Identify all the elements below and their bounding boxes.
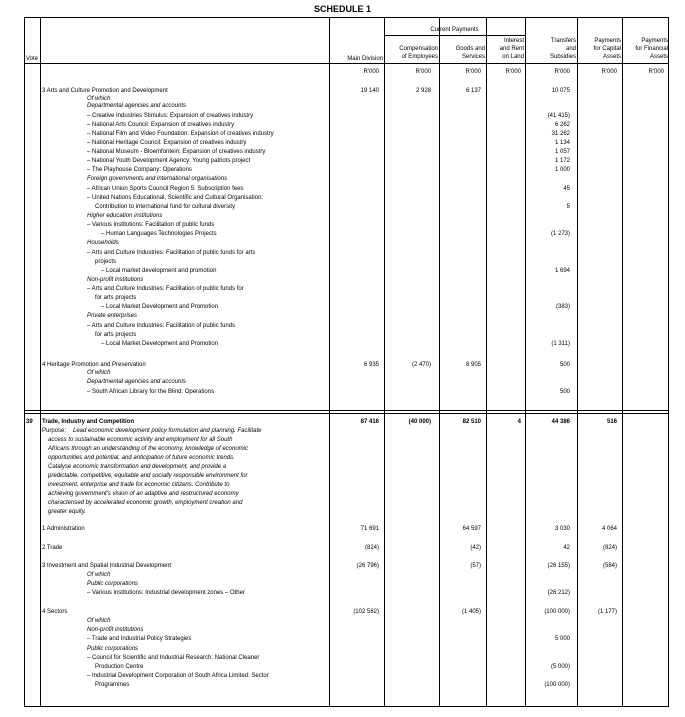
row-label: Non-profit institutions [87,627,144,633]
cell-capital: 516 [606,419,617,425]
row-label: – National Film and Video Foundation: Expansion of creatives industry [87,131,274,137]
purpose-line: access to sustainable economic activity and employment for all South [48,437,233,443]
hdr-comp-1: Compensation [399,46,438,52]
vote-separator-bottom [25,413,668,414]
row-label: – African Union Sports Council Region 5: Subscription fees [87,186,244,192]
purpose-line: characterised by accelerated economic growth, employment creation and [48,500,243,506]
row-label: Of which [87,370,111,376]
vote-number: 39 [26,419,33,425]
hdr-capital-3: Assets [602,54,621,60]
purpose-line: Catalyse economic transformation and development, and provide a [48,464,227,470]
cell-main: (824) [364,545,379,551]
col-line-capital [577,18,578,706]
cell-goods: (57) [470,563,481,569]
row-label: Higher education institutions [87,213,163,219]
hdr-transfers-1: Transfers [550,38,576,44]
purpose-label: Purpose: [42,428,67,434]
unit-comp: R'000 [415,69,431,75]
purpose-line: Africans through an understanding of the economy, knowledge of economic [48,446,249,452]
cell-trans: 1 057 [554,149,570,155]
row-label: – Local Market Development and Promotion [101,304,219,310]
cell-goods: 64 597 [462,526,481,532]
cell-capital: (1 177) [597,609,617,615]
purpose-line: predictable, competitive, equitable and socially responsible environment for [48,473,248,479]
hdr-financial-1: Payments [641,38,668,44]
row-label: Non-profit institutions [87,277,144,283]
row-label: – Council for Scientific and Industrial Research: National Cleaner [87,655,260,661]
row-label: projects [95,259,117,265]
cell-trans: 500 [559,389,570,395]
cell-trans: 44 386 [551,419,570,425]
row-label: 4 Heritage Promotion and Preservation [42,362,146,368]
hdr-vote: Vote [26,56,39,62]
cell-goods: 8 905 [465,362,481,368]
row-label: – Creative Industries Stimulus: Expansion of creatives industry [87,113,254,119]
cell-goods: (1 405) [461,609,481,615]
row-label: – Local market development and promotion [101,268,217,274]
row-label: Production Centre [95,664,144,670]
col-line-financial [622,18,623,706]
cell-trans: 1 000 [554,167,570,173]
cell-trans: 500 [559,362,570,368]
cell-trans: 6 262 [554,122,570,128]
row-label: – Various institutions: Facilitation of public funds [87,222,215,228]
row-label: – South African Library for the Blind: Operations [87,389,215,395]
cell-main: 71 691 [360,526,379,532]
row-label: Programmes [95,682,130,688]
row-label: – Industrial Development Corporation of South Africa Limited: Sector [87,673,269,679]
row-label: – National Arts Council: Expansion of creatives industry [87,122,235,128]
cell-trans: (1 311) [551,341,570,347]
row-label: Private enterprises [87,313,138,319]
cell-trans: 1 134 [554,140,570,146]
unit-interest: R'000 [505,69,521,75]
hdr-interest-1: Interest [503,38,524,44]
row-label: – United Nations Educational, Scientific and Cultural Organisation: [87,195,264,201]
row-label: Departmental agencies and accounts [87,103,187,109]
cell-trans: 45 [563,186,570,192]
cell-trans: (26 212) [547,590,570,596]
cell-main: (26 796) [356,563,379,569]
row-label: – Human Languages Technologies Projects [101,231,217,237]
row-label: Departmental agencies and accounts [87,379,187,385]
cell-trans: (100 000) [544,609,570,615]
purpose-line: opportunities and potential, and anticipation of future economic trends. [48,455,235,461]
row-label: 3 Arts and Culture Promotion and Development [42,88,168,94]
cell-trans: 3 030 [554,526,570,532]
hdr-current-rule [384,35,525,36]
cell-trans: 1 694 [554,268,570,274]
hdr-financial-2: for Financial [635,46,668,52]
purpose-line: achieving government's vision of an adaptive and restructured economy [48,491,239,497]
col-line-interest [486,18,487,706]
hdr-transfers-3: Subsidies [549,54,576,60]
cell-trans: 1 172 [554,158,570,164]
hdr-transfers-2: and [565,46,576,52]
purpose-line: Lead economic development policy formulation and planning. Facilitate [73,428,262,434]
row-label: – National Heritage Council: Expansion of creatives industry [87,140,247,146]
row-label: – Arts and Culture Industries: Facilitation of public funds for arts [87,250,256,256]
hdr-comp-2: of Employees [401,54,438,60]
hdr-capital-1: Payments [594,38,621,44]
cell-trans: 5 [566,204,570,210]
cell-goods: (42) [470,545,481,551]
row-label: – Trade and Industrial Policy Strategies [87,636,192,642]
hdr-capital-2: for Capital [593,46,621,52]
cell-main: 6 935 [363,362,379,368]
cell-trans: (383) [555,304,570,310]
cell-interest: 4 [517,419,521,425]
row-label: Contribution to international fund for cultural diversity [95,204,236,210]
unit-capital: R'000 [601,69,617,75]
cell-trans: (1 273) [550,231,570,237]
row-label: Households [87,240,119,246]
row-label: Public corporations [87,581,139,587]
cell-capital: (824) [602,545,617,551]
cell-capital: 4 064 [601,526,617,532]
hdr-current-payments: Current Payments [430,27,479,33]
unit-main: R'000 [363,69,379,75]
row-label: Public corporations [87,646,139,652]
cell-trans: (41 415) [547,113,570,119]
hdr-interest-3: on Land [502,54,524,60]
row-label: – Local Market Development and Promotion [101,341,219,347]
row-label: 3 Investment and Spatial Industrial Development [42,563,172,569]
cell-comp: 2 928 [415,88,431,94]
cell-trans: 5 000 [554,636,570,642]
hdr-goods-1: Goods and [455,46,485,52]
unit-goods: R'000 [465,69,481,75]
row-label: Foreign governments and international organisations [87,176,228,182]
hdr-interest-2: and Rent [499,46,524,52]
cell-trans: 10 075 [551,88,570,94]
row-label: for arts projects [95,295,137,301]
row-label: – The Playhouse Company: Operations [87,167,192,173]
row-label: Trade, Industry and Competition [42,419,135,425]
cell-trans: (26 155) [547,563,570,569]
row-label: – National Museum - Bloemfontein: Expansion of creatives industry [87,149,266,155]
unit-financial: R'000 [648,69,664,75]
budget-table [24,17,669,707]
row-label: – Arts and Culture Industries: Facilitation of public funds for [87,286,244,292]
row-label: – National Youth Development Agency: Young patriots project [87,158,251,164]
cell-trans: (5 000) [550,664,570,670]
cell-main: 19 140 [360,88,379,94]
row-label: – Various institutions: Industrial development zones – Other [87,590,245,596]
cell-comp: (2 470) [411,362,431,368]
row-label: Of which [87,96,111,102]
row-label: Of which [87,572,111,578]
row-label: 4 Sectors [42,609,68,615]
cell-comp: (40 000) [408,419,431,425]
unit-transfers: R'000 [554,69,570,75]
hdr-main-division: Main Division [347,56,383,62]
row-label: 2 Trade [42,545,63,551]
row-label: 1 Administration [42,526,85,532]
schedule-title: SCHEDULE 1 [313,4,371,14]
hdr-goods-2: Services [461,54,485,60]
cell-main: 87 416 [360,419,379,425]
cell-trans: (100 000) [544,682,570,688]
row-label: for arts projects [95,332,137,338]
row-label: Of which [87,618,111,624]
cell-goods: 6 137 [465,88,481,94]
cell-trans: 42 [563,545,570,551]
purpose-line: greater equity. [48,509,86,515]
vote-separator-top [25,410,668,411]
cell-goods: 82 510 [462,419,481,425]
cell-capital: (584) [602,563,617,569]
row-label: – Arts and Culture Industries: Facilitation of public funds [87,323,236,329]
purpose-line: investment, enterprise and trade for economic citizens. Contribute to [48,482,230,488]
hdr-financial-3: Assets [649,54,668,60]
cell-main: (102 582) [353,609,379,615]
cell-trans: 31 262 [551,131,570,137]
col-line-vote [40,18,41,706]
